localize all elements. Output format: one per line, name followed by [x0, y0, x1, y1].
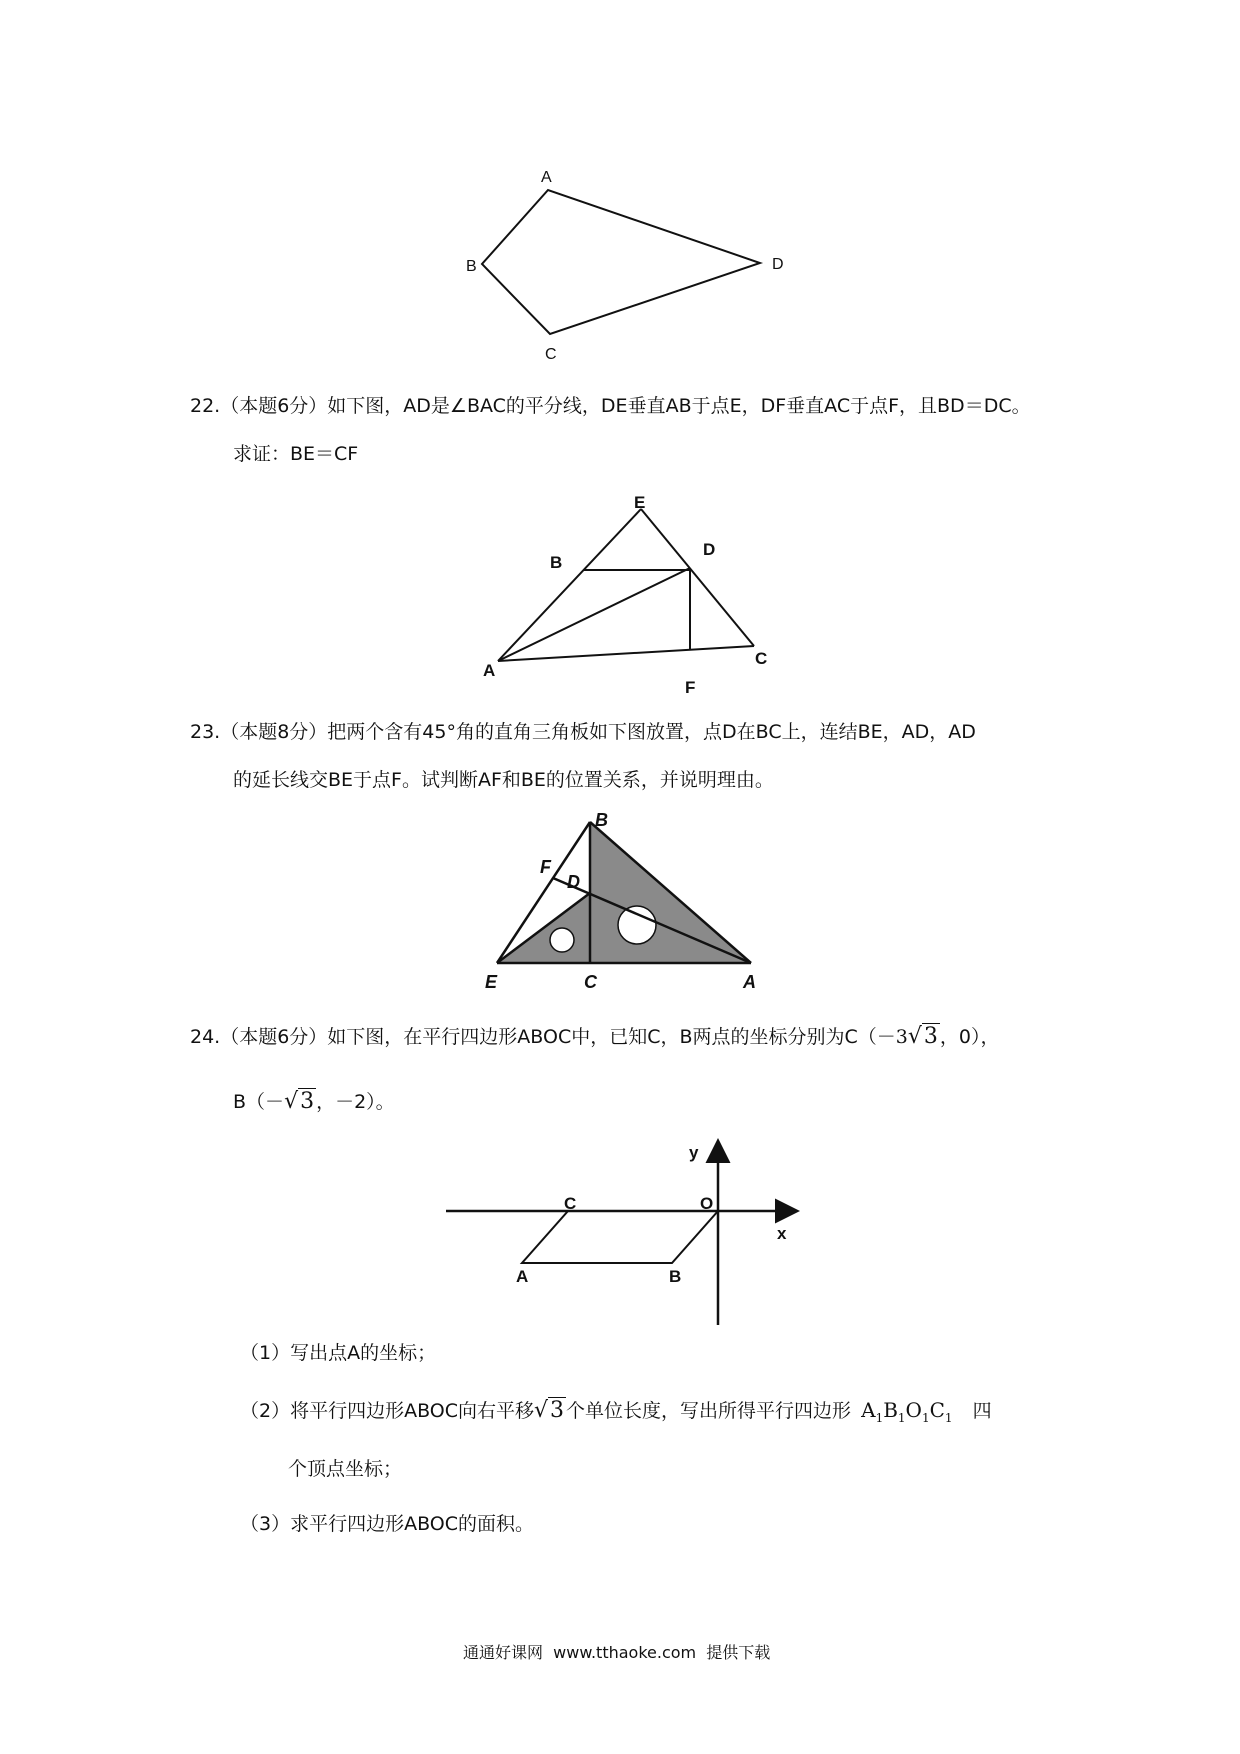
question-23-line-1: 23.（本题8分）把两个含有45°角的直角三角板如下图放置，点D在BC上，连结BE，AD，AD — [190, 721, 976, 743]
label-c: C — [545, 346, 557, 363]
shape-a1b1o1c1: $A_1B_1O_1C_1$ — [861, 1398, 953, 1425]
question-23-line-2: 的延长线交BE于点F。试判断AF和BE的位置关系，并说明理由。 — [233, 769, 774, 791]
label-o: O — [700, 1194, 714, 1213]
question-24-line-1-end: ，0）， — [939, 1026, 1000, 1048]
label-f: F — [685, 678, 696, 697]
label-b: B — [550, 553, 563, 572]
label-d: D — [567, 872, 580, 892]
label-d: D — [703, 540, 716, 559]
label-d: D — [772, 256, 784, 273]
coord-b-suffix: ，－2）。 — [316, 1091, 395, 1113]
page-footer: 通通好课网 www.tthaoke.com 提供下载 — [463, 1643, 771, 1662]
label-c: C — [584, 972, 597, 992]
sub-question-3: （3）求平行四边形ABOC的面积。 — [240, 1513, 535, 1535]
sub-question-2-end: 四 — [972, 1400, 992, 1422]
label-a: A — [516, 1267, 529, 1286]
sub-question-2-mid: 个单位长度，写出所得平行四边形 — [566, 1400, 852, 1422]
coord-b-sign: － — [265, 1091, 285, 1113]
sub-question-2 — [240, 1396, 992, 1432]
label-e: E — [485, 972, 498, 992]
label-b: B — [669, 1267, 682, 1286]
label-b: B — [595, 810, 608, 830]
sqrt-3: √3 — [534, 1398, 565, 1423]
label-c: C — [564, 1194, 577, 1213]
question-22-line-1: 22.（本题6分）如下图，AD是∠BAC的平分线，DE垂直AB于点E，DF垂直AC于点F，且BD＝DC。 — [190, 395, 1031, 417]
coord-c-coefficient: －3 — [876, 1026, 908, 1048]
coord-b-prefix: B（ — [233, 1091, 266, 1113]
label-x: x — [777, 1224, 787, 1243]
sub-question-2-line-2: 个顶点坐标； — [288, 1458, 403, 1480]
parallelogram-aboc — [522, 1211, 718, 1263]
label-b: B — [466, 258, 477, 275]
question-24-line-1-text: 24.（本题6分）如下图，在平行四边形ABOC中，已知C，B两点的坐标分别为C（ — [190, 1026, 877, 1048]
sub-question-2-text: （2）将平行四边形ABOC向右平移 — [240, 1400, 535, 1422]
label-a: A — [743, 972, 756, 992]
label-e: E — [634, 493, 646, 512]
question-22-line-2: 求证：BE＝CF — [233, 443, 359, 465]
sqrt-3: √3 — [284, 1089, 315, 1114]
label-y: y — [689, 1143, 699, 1162]
label-f: F — [540, 857, 551, 877]
label-c: C — [755, 649, 768, 668]
label-a: A — [483, 661, 496, 680]
label-a: A — [541, 169, 552, 186]
sqrt-3: √3 — [907, 1024, 938, 1049]
sub-question-1: （1）写出点A的坐标； — [240, 1342, 437, 1364]
